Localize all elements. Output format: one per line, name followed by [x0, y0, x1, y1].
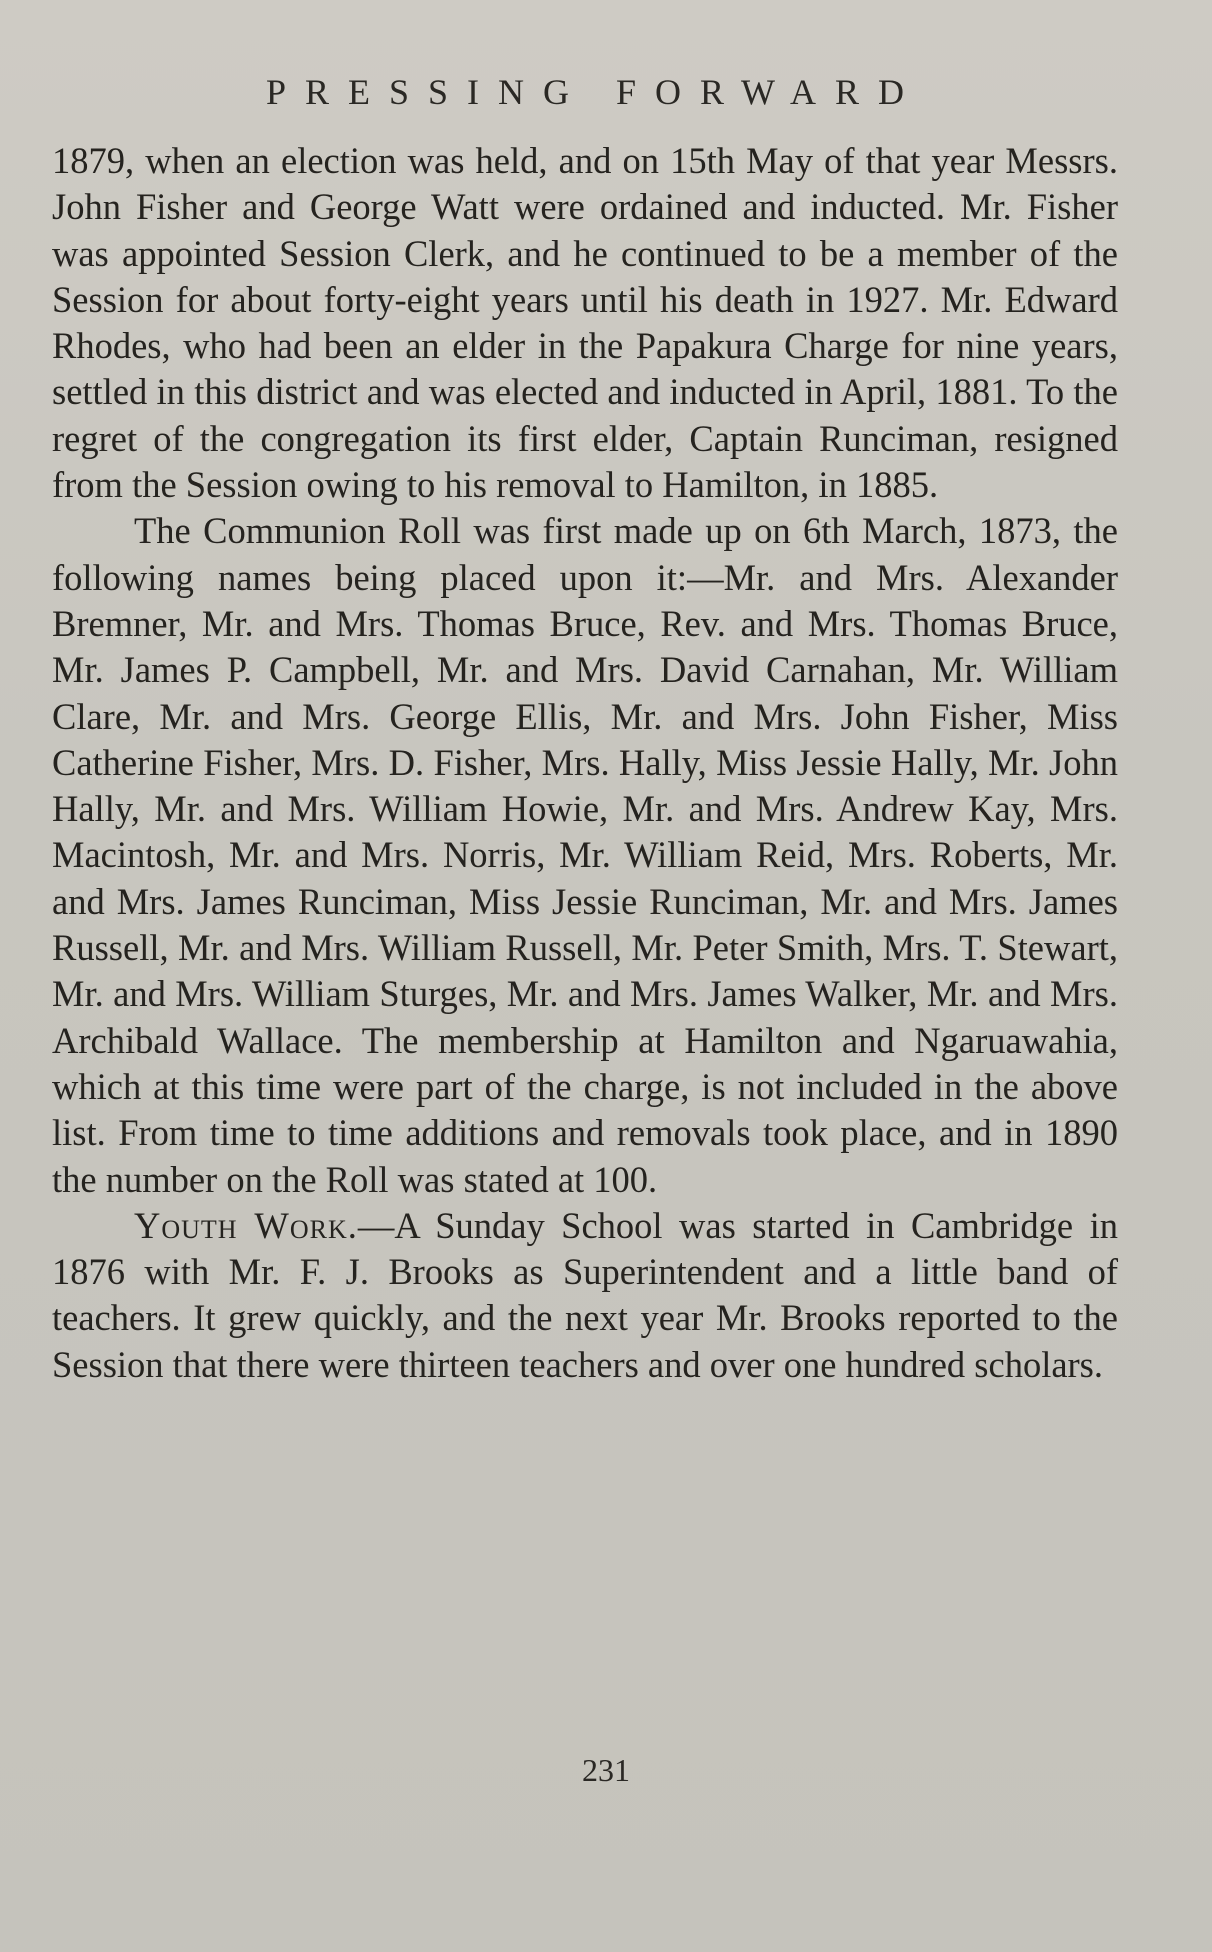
paragraph-communion-roll — [52, 508, 1118, 1202]
page-number: 231 — [582, 1752, 630, 1788]
paragraph-elders — [52, 138, 1118, 508]
book-page — [52, 62, 1118, 1388]
running-head: PRESSING FORWARD — [265, 72, 924, 112]
paragraph-youth-work — [52, 1203, 1118, 1388]
paragraph-text: —A Sunday School was started in Cambridge in 1876 with Mr. F. J. Brooks as Superintendent and a little band of teachers. It grew quickly, and the next year Mr. Brooks reported to the Session that there were thirteen teachers and over one hundred scholars. — [52, 1204, 1118, 1385]
paragraph-text: The Communion Roll was first made up on 6th March, 1873, the following names being placed upon it:—Mr. and Mrs. Alexander Bremner, Mr. and Mrs. Thomas Bruce, Rev. and Mrs. Thomas Bruce, Mr. James P. Campbell, Mr. and Mrs. David Carnahan, Mr. William Clare, Mr. and Mrs. George Ellis, Mr. and Mrs. John Fisher, Miss Catherine Fisher, Mrs. D. Fisher, Mrs. Hally, Miss Jessie Hally, Mr. John Hally, Mr. and Mrs. William Howie, Mr. and Mrs. Andrew Kay, Mrs. Macintosh, Mr. and Mrs. Norris, Mr. William Reid, Mrs. Roberts, Mr. and Mrs. James Runciman, Miss Jessie Runciman, Mr. and Mrs. James Russell, Mr. and Mrs. William Russell, Mr. Peter Smith, Mrs. T. Stewart, Mr. and Mrs. William Sturges, Mr. and Mrs. James Walker, Mr. and Mrs. Archibald Wallace. The membership at Hamilton and Ngaruawahia, which at this time were part of the charge, is not included in the above list. From time to time additions and removals took place, and in 1890 the number on the Roll was stated at 100. — [52, 510, 1118, 1200]
section-heading: Youth Work. — [134, 1204, 358, 1246]
paragraph-text: 1879, when an election was held, and on 15th May of that year Messrs. John Fisher and George Watt were ordained and inducted. Mr. Fisher was appointed Session Clerk, and he continued to be a member of the Session for about forty-eight years until his death in 1927. Mr. Edward Rhodes, who had been an elder in the Papakura Charge for nine years, settled in this district and was elected and inducted in April, 1881. To the regret of the congregation its first elder, Captain Runciman, resigned from the Session owing to his removal to Hamilton, in 1885. — [52, 140, 1118, 506]
